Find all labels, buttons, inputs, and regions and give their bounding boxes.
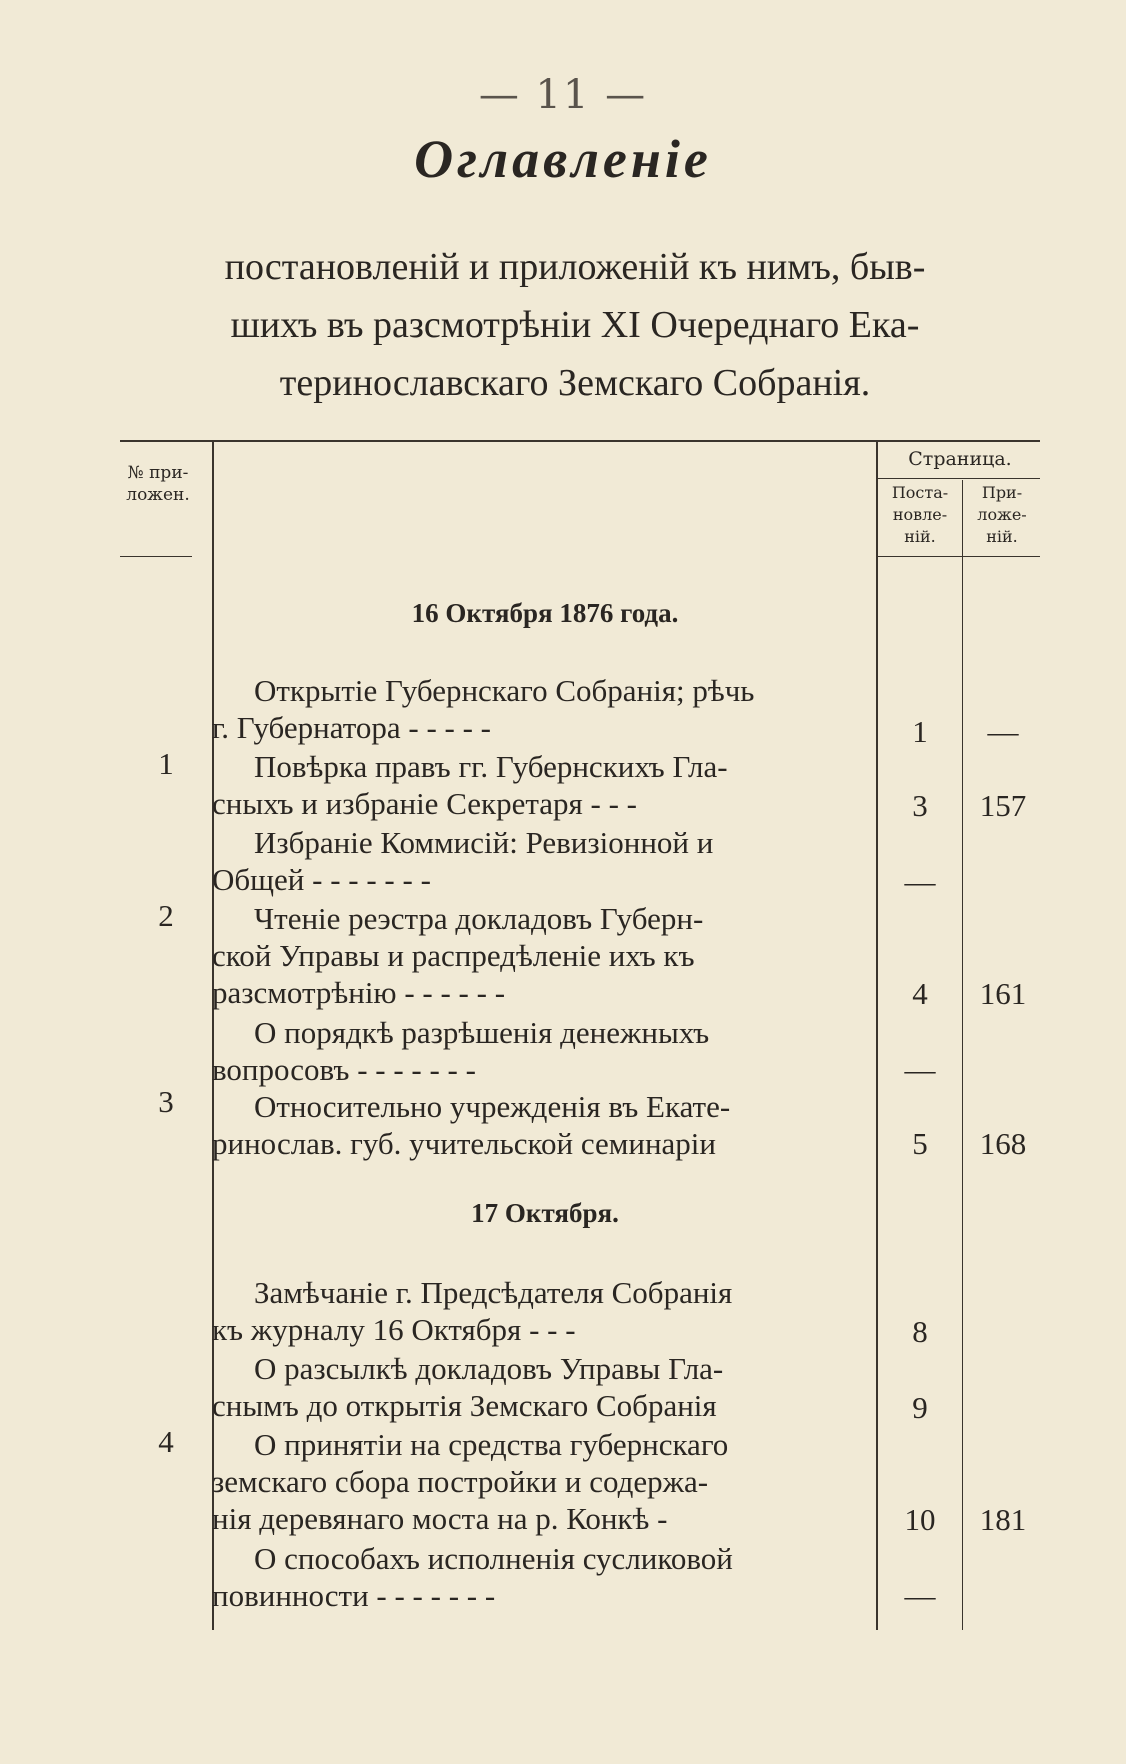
entry-text [212,824,872,898]
table-rule-right [876,442,878,1630]
entry-line: къ журналу 16 Октября - - - [212,1312,576,1347]
entry-text [212,1088,872,1162]
table-rule-page-split [962,480,963,1630]
entry-pril-page: 181 [979,1502,1027,1537]
entry-line: О способахъ исполненія сусликовой [254,1541,733,1576]
entry-line: Открытіе Губернскаго Собранія; рѣчь [254,673,755,708]
entry-line: разсмотрѣнію - - - - - - [212,975,506,1010]
entry-line: сныхъ и избраніе Секретаря - - - [212,786,637,821]
table-rule-top [120,440,1040,442]
entry-post-page: 4 [912,976,928,1011]
section-date: 17 Октября. [471,1198,619,1228]
entry-post-page: 1 [912,714,928,749]
entry-text [212,1350,872,1424]
entry-pril-page: 157 [979,788,1027,823]
entry-line: Замѣчаніе г. Предсѣдателя Собранія [254,1275,733,1310]
subtitle-line: постановленій и приложеній къ нимъ, быв- [224,246,926,288]
entry-line: ринослав. губ. учительской семинаріи [212,1126,716,1161]
header-text: Поста- [891,483,949,502]
header-resolutions [878,482,962,548]
entry-line: ской Управы и распредѣленіе ихъ къ [212,938,695,973]
entry-line: земскаго сбора постройки и содержа- [212,1464,709,1499]
entry-text [212,1426,872,1537]
header-appendices [964,482,1040,548]
entry-text [212,1540,872,1614]
header-page: Страница. [908,448,1012,470]
entry-post-page: — [904,864,936,899]
entry-text [212,1014,872,1088]
entry-pril-page: — [987,714,1019,749]
header-text: ложе- [977,505,1027,524]
header-text: ложен. [126,485,190,505]
entry-line: снымъ до открытія Земскаго Собранія [212,1388,717,1423]
entry-line: Общей - - - - - - - [212,862,431,897]
entry-pril-page: 168 [979,1126,1027,1161]
entry-post-page: 8 [912,1314,928,1349]
entry-post-page: — [904,1578,936,1613]
entry-line: О принятіи на средства губернскаго [254,1427,729,1462]
entry-line: нія деревянаго моста на р. Конкѣ - [212,1501,668,1536]
entry-line: Чтеніе реэстра докладовъ Губерн- [254,901,704,936]
table-rule-header-sub [876,478,1040,479]
subtitle-line: шихъ въ разсмотрѣніи XI Очереднаго Ека- [230,304,920,346]
entry-line: Избраніе Коммисій: Ревизіонной и [254,825,714,860]
entry-post-page: — [904,1052,936,1087]
entry-line: вопросовъ - - - - - - - [212,1052,476,1087]
entry-post-page: 3 [912,788,928,823]
entry-text [212,1274,872,1348]
entry-number: 2 [158,898,174,933]
entry-post-page: 9 [912,1390,928,1425]
entry-text [212,672,872,746]
table-rule-header-left [120,556,192,557]
header-appendix-number [108,462,208,506]
entry-text [212,900,872,1011]
header-text: При- [981,483,1023,502]
entry-line: Относительно учрежденія въ Екате- [254,1089,731,1124]
header-text: новле- [892,505,948,524]
entry-number: 1 [158,746,174,781]
page-number: — 11 — [478,72,648,118]
entry-text [212,748,872,822]
entry-post-page: 10 [904,1502,936,1537]
entry-number: 4 [158,1424,174,1459]
entry-line: О порядкѣ разрѣшенія денежныхъ [254,1015,710,1050]
entry-line: Повѣрка правъ гг. Губернскихъ Гла- [254,749,728,784]
entry-line: г. Губернатора - - - - - [212,710,491,745]
header-text: № при- [127,463,189,483]
entry-line: О разсылкѣ докладовъ Управы Гла- [254,1351,724,1386]
header-text: ній. [986,527,1018,546]
page-title: Оглавленіе [414,129,712,189]
entry-post-page: 5 [912,1126,928,1161]
header-text: ній. [904,527,936,546]
table-rule-header-right [876,556,1040,557]
section-date: 16 Октября 1876 года. [411,598,679,628]
subtitle [110,238,1040,412]
entry-pril-page: 161 [979,976,1027,1011]
entry-line: повинности - - - - - - - [212,1578,496,1613]
subtitle-line: теринославскаго Земскаго Собранія. [279,362,871,404]
entry-number: 3 [158,1084,174,1119]
